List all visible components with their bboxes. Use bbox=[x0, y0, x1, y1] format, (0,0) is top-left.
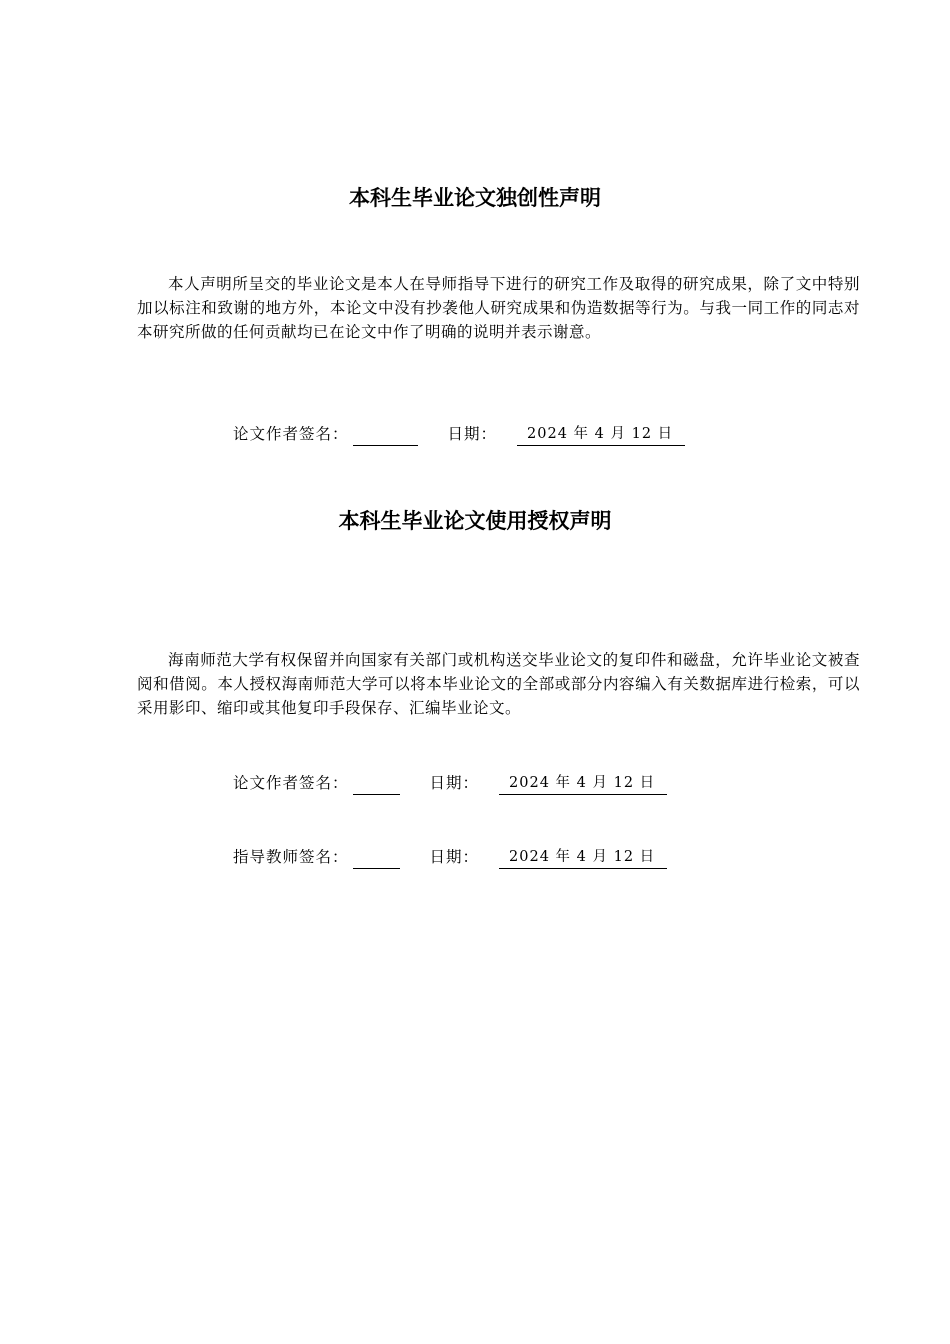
authorization-declaration-title: 本科生毕业论文使用授权声明 bbox=[338, 509, 612, 533]
advisor-signature-blank[interactable] bbox=[353, 848, 400, 869]
author-signature-blank[interactable] bbox=[353, 774, 400, 795]
author-signature-label: 论文作者签名： bbox=[233, 425, 349, 443]
originality-signature-line bbox=[233, 422, 685, 446]
date-label: 日期： bbox=[447, 425, 498, 443]
date-value: 2024 年 4 月 12 日 bbox=[517, 423, 685, 446]
date-value: 2024 年 4 月 12 日 bbox=[499, 846, 667, 869]
date-label: 日期： bbox=[429, 848, 480, 866]
authorization-author-signature-line bbox=[233, 771, 667, 795]
author-signature-label: 论文作者签名： bbox=[233, 774, 349, 792]
advisor-signature-label: 指导教师签名： bbox=[233, 848, 349, 866]
date-label: 日期： bbox=[429, 774, 480, 792]
authorization-declaration-body: 海南师范大学有权保留并向国家有关部门或机构送交毕业论文的复印件和磁盘，允许毕业论文被查阅和借阅。本人授权海南师范大学可以将本毕业论文的全部或部分内容编入有关数据库进行检索，可以采用影印、缩印或其他复印手段保存、汇编毕业论文。 bbox=[137, 651, 860, 717]
originality-declaration-title: 本科生毕业论文独创性声明 bbox=[349, 186, 601, 210]
date-value: 2024 年 4 月 12 日 bbox=[499, 772, 667, 795]
originality-declaration-body: 本人声明所呈交的毕业论文是本人在导师指导下进行的研究工作及取得的研究成果，除了文中特别加以标注和致谢的地方外，本论文中没有抄袭他人研究成果和伪造数据等行为。与我一同工作的同志对本研究所做的任何贡献均已在论文中作了明确的说明并表示谢意。 bbox=[137, 275, 860, 341]
authorization-advisor-signature-line bbox=[233, 845, 667, 869]
author-signature-blank[interactable] bbox=[353, 425, 418, 446]
